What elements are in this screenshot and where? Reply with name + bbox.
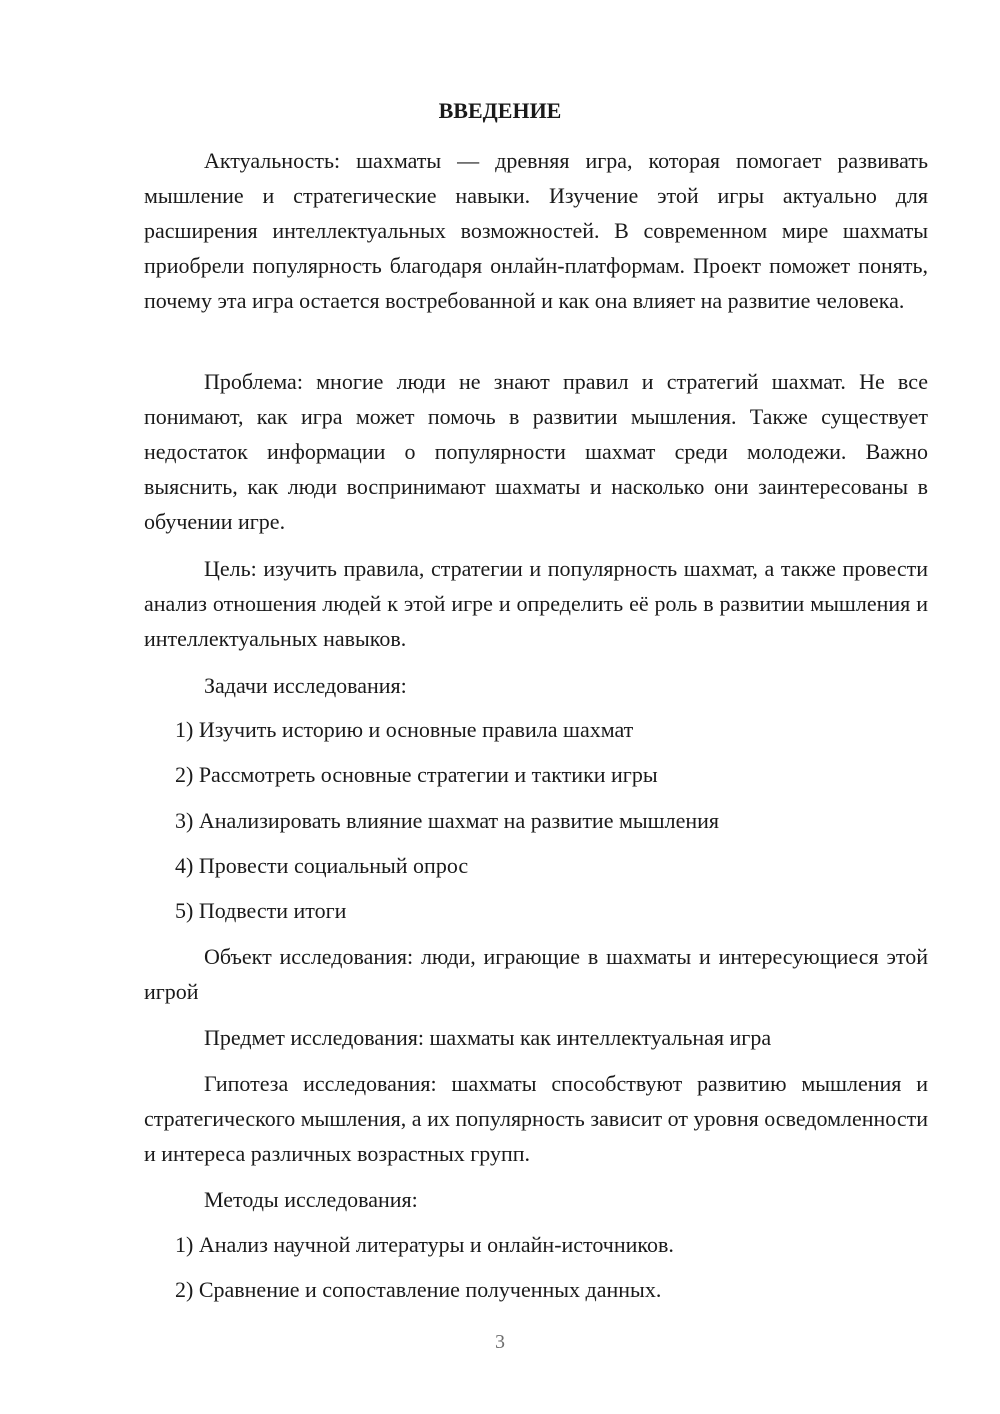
methods-title: Методы исследования:: [204, 1187, 418, 1212]
page-heading: ВВЕДЕНИЕ: [438, 98, 562, 123]
method-item: 1) Анализ научной литературы и онлайн-источников.: [175, 1232, 674, 1257]
paragraph-object: Объект исследования: люди, играющие в шахматы и интересующиеся этой игрой: [144, 944, 928, 1004]
task-item: 2) Рассмотреть основные стратегии и тактики игры: [175, 762, 658, 787]
paragraph-subject: Предмет исследования: шахматы как интеллектуальная игра: [204, 1025, 772, 1050]
method-item: 2) Сравнение и сопоставление полученных данных.: [175, 1277, 662, 1302]
paragraph-problem: Проблема: многие люди не знают правил и стратегий шахмат. Не все понимают, как игра может помочь в развитии мышления. Также существует недостаток информации о популярности шахмат среди молодежи. Важно выяснить, как люди воспринимают шахматы и насколько они заинтересованы в обучении игре.: [144, 369, 928, 534]
paragraph-hypothesis: Гипотеза исследования: шахматы способствуют развитию мышления и стратегического мышления, а их популярность зависит от уровня осведомленности и интереса различных возрастных групп.: [144, 1071, 928, 1166]
task-item: 4) Провести социальный опрос: [175, 853, 469, 878]
page-number: 3: [495, 1331, 505, 1353]
paragraph-goal: Цель: изучить правила, стратегии и популярность шахмат, а также провести анализ отношения людей к этой игре и определить её роль в развитии мышления и интеллектуальных навыков.: [144, 556, 928, 651]
tasks-title: Задачи исследования:: [204, 673, 407, 698]
task-item: 5) Подвести итоги: [175, 898, 347, 923]
task-item: 1) Изучить историю и основные правила шахмат: [175, 717, 634, 742]
task-item: 3) Анализировать влияние шахмат на развитие мышления: [175, 808, 720, 833]
paragraph-relevance: Актуальность: шахматы — древняя игра, которая помогает развивать мышление и стратегические навыки. Изучение этой игры актуально для расширения интеллектуальных возможностей. В современном мире шахматы приобрели популярность благодаря онлайн-платформам. Проект поможет понять, почему эта игра остается востребованной и как она влияет на развитие человека.: [144, 148, 928, 313]
